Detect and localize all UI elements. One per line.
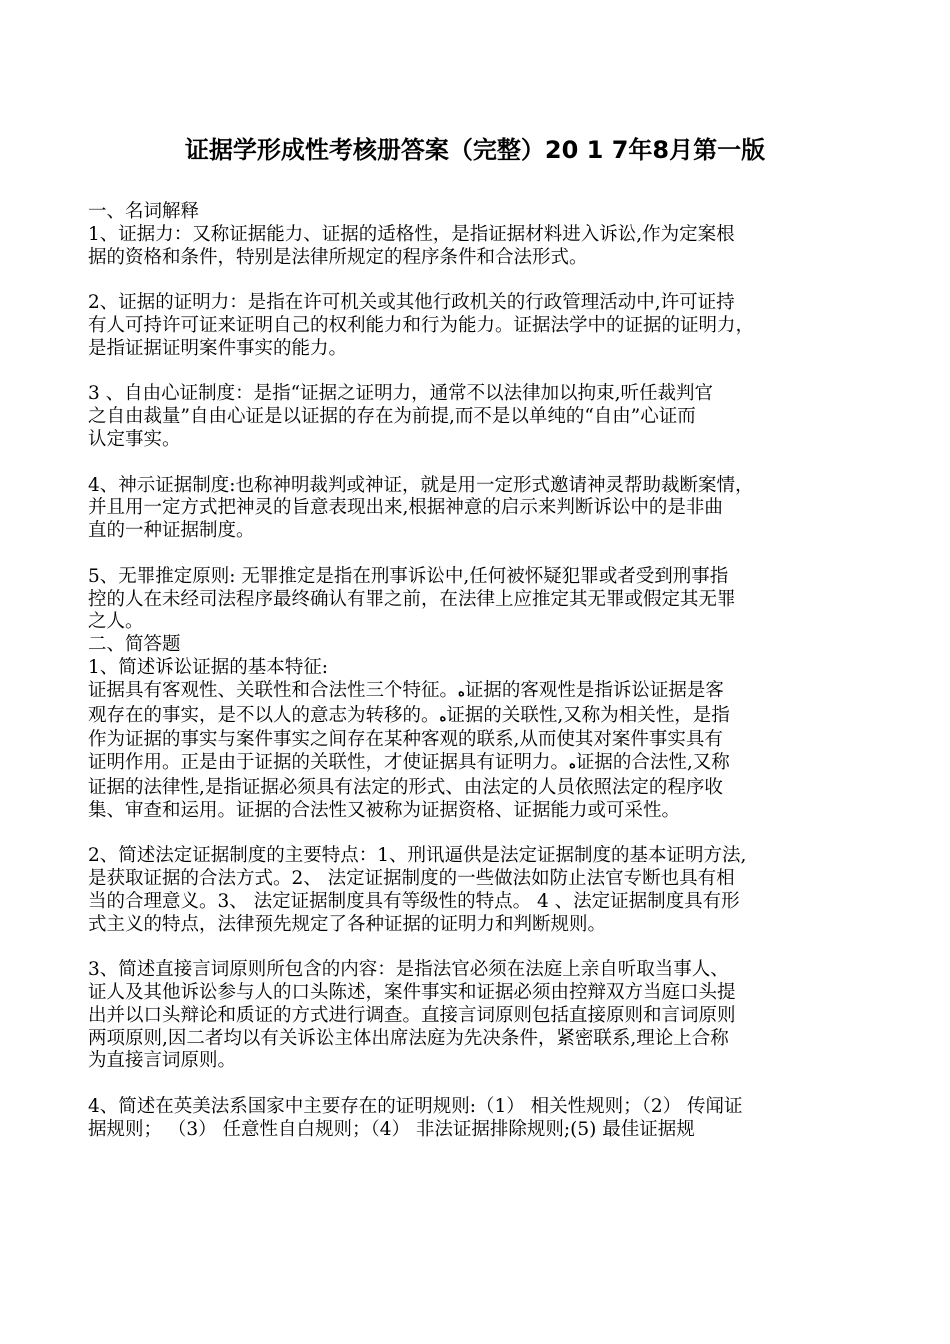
text-line: 证人及其他诉讼参与人的口头陈述，案件事实和证据必须由控辩双方当庭口头提 [88, 982, 736, 1004]
text-line: 1、证据力：又称证据能力、证据的适格性，是指证据材料进入诉讼,作为定案根 [88, 223, 735, 245]
text-line: 出并以口头辩论和质证的方式进行调查。直接言词原则包括直接原则和言词原则 [88, 1004, 736, 1026]
text-line: 证明作用。正是由于证据的关联性，才使证据具有证明力。ﻩ证据的合法性,又称 [88, 752, 730, 774]
paragraph-gap [88, 452, 888, 475]
text-line: 2、证据的证明力：是指在许可机关或其他行政机关的行政管理活动中,许可证持 [88, 292, 735, 314]
text-line: 3 、自由心证制度：是指“证据之证明力，通常不以法律加以拘束,听任裁判官 [88, 383, 713, 405]
text-line: 有人可持许可证来证明自己的权利能力和行为能力。证据法学中的证据的证明力， [88, 314, 755, 336]
text-line: 之人。 [88, 611, 144, 633]
text-line: 4、简述在英美法系国家中主要存在的证明规则:（1） 相关性规则；（2） 传闻证 [88, 1096, 743, 1118]
text-line: 之自由裁量”自由心证是以证据的存在为前提,而不是以单纯的“自由”心证而 [88, 406, 696, 428]
text-line: 4、神示证据制度:也称神明裁判或神证，就是用一定形式邀请神灵帮助裁断案情， [88, 474, 754, 496]
document-body [88, 201, 888, 1142]
text-line: 为直接言词原则。 [88, 1050, 237, 1072]
text-line: 证据具有客观性、关联性和合法性三个特征。ﻩ证据的客观性是指诉讼证据是客 [88, 679, 724, 701]
text-line: 当的合理意义。3、 法定证据制度具有等级性的特点。 4 、法定证据制度具有形 [88, 890, 740, 912]
text-line: 5、无罪推定原则: 无罪推定是指在刑事诉讼中,任何被怀疑犯罪或者受到刑事指 [88, 565, 729, 587]
text-line: 是获取证据的合法方式。2、 法定证据制度的一些做法如防止法官专断也具有相 [88, 868, 735, 890]
inline-mark: ﻩ [439, 709, 447, 725]
text-line: 观存在的事实，是不以人的意志为转移的。ﻩ证据的关联性,又称为相关性，是指 [88, 704, 730, 726]
text-line: 证据的法律性,是指证据必须具有法定的形式、由法定的人员依照法定的程序收 [88, 776, 723, 798]
text-line: 1、简述诉讼证据的基本特征: [88, 656, 329, 678]
paragraph-gap [88, 361, 888, 384]
text-line: 直的一种证据制度。 [88, 520, 255, 542]
text-line: 二、简答题 [88, 634, 181, 656]
text-line: 据的资格和条件，特别是法律所规定的程序条件和合法形式。 [88, 246, 588, 268]
inline-mark: ﻩ [458, 684, 465, 700]
text-line: 两项原则,因二者均以有关诉讼主体出席法庭为先决条件，紧密联系,理论上合称 [88, 1027, 729, 1049]
paragraph-gap [88, 823, 888, 846]
text-line: 式主义的特点，法律预先规定了各种证据的证明力和判断规则。 [88, 913, 607, 935]
inline-mark: ﻩ [569, 757, 576, 773]
paragraph-gap [88, 269, 888, 292]
document-title: 证据学形成性考核册答案（完整）20 1 7年8月第一版 [184, 136, 766, 164]
text-line: 并且用一定方式把神灵的旨意表现出来,根据神意的启示来判断诉讼中的是非曲 [88, 497, 723, 519]
paragraph-gap [88, 1073, 888, 1096]
text-line: 2、简述法定证据制度的主要特点：1、刑讯逼供是法定证据制度的基本证明方法, [88, 845, 747, 867]
text-line: 控的人在未经司法程序最终确认有罪之前，在法律上应推定其无罪或假定其无罪 [88, 588, 736, 610]
text-line: 认定事实。 [88, 428, 181, 450]
text-line: 3、简述直接言词原则所包含的内容：是指法官必须在法庭上亲自听取当事人、 [88, 959, 729, 981]
paragraph-gap [88, 937, 888, 960]
text-line: 集、审查和运用。证据的合法性又被称为证据资格、证据能力或可采性。 [88, 799, 681, 821]
text-line: 据规则； （3） 任意性自白规则；（4） 非法证据排除规则;(5) 最佳证据规 [88, 1118, 695, 1140]
text-line: 是指证据证明案件事实的能力。 [88, 337, 348, 359]
paragraph-gap [88, 543, 888, 566]
text-line: 一、名词解释 [88, 201, 200, 222]
text-line: 作为证据的事实与案件事实之间存在某种客观的联系,从而使其对案件事实具有 [88, 729, 723, 751]
